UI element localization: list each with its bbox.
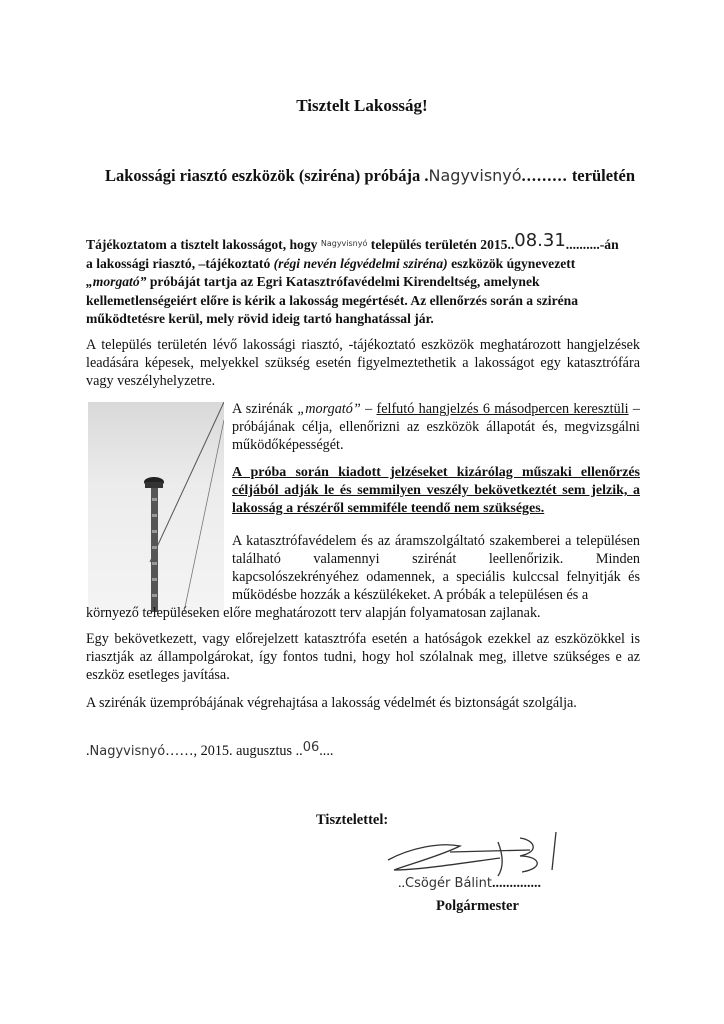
purpose-text-b: – próbájának célja, ellenőrizni az eszközök állapotát és, megvizsgálni működőképességét. (232, 401, 640, 453)
paragraph-purpose (232, 400, 640, 454)
title-prefix: Lakossági riasztó eszközök (sziréna) próbája (104, 166, 421, 185)
page-heading: Tisztelt Lakosság! (296, 96, 428, 115)
intro-line3-b: próbáját tartja az Egri Katasztrófavédelmi Kirendeltség, amelynek (149, 274, 540, 289)
paragraph-safety: A szirénák üzempróbájának végrehajtása a lakosság védelmét és biztonságát szolgálja. (86, 695, 577, 711)
signer-name-handwritten: Csögér Bálint (405, 876, 492, 891)
intro-text-2: település területén 2015. (370, 237, 511, 252)
dateline-dots-b: …… (165, 743, 194, 759)
signer-title: Polgármester (436, 898, 519, 914)
intro-line-5: működtetésre kerül, mely rövid ideig tartó hanghatással jár. (86, 311, 434, 326)
dateline-dots-a: . (86, 743, 90, 759)
dateline (86, 740, 333, 760)
title-suffix: területén (571, 166, 636, 185)
intro-date-dots-a: . (510, 237, 515, 252)
signer-name-line (398, 876, 541, 892)
intro-text-1: Tájékoztatom a tisztelt lakosságot, hogy (86, 237, 318, 252)
intro-place-handwritten: Nagyvisnyó (320, 239, 368, 248)
purpose-dash: – (365, 401, 373, 417)
intro-paragraph (86, 232, 640, 329)
intro-line3-italic: „morgató” (86, 274, 147, 289)
signer-dots-b: .............. (491, 876, 541, 891)
dateline-year-month: , 2015. augusztus (193, 743, 293, 759)
paragraph-alert: Egy bekövetkezett, vagy előrejelzett katasztrófa esetén a hatóságok ezekkel az eszközökkel is riasztják az állampolgárokat, így fontos tudni, hogy hol szólalnak meg, illetve szükséges e az eszköz esetleges javítása. (86, 631, 640, 683)
siren-pole-image (88, 402, 224, 612)
document-title (60, 166, 680, 186)
intro-date-dots-b: ..........-án (565, 237, 619, 252)
intro-line-3 (86, 273, 640, 292)
title-place-handwritten: Nagyvisnyó (428, 166, 522, 185)
paragraph-inspection: A katasztrófavédelem és az áramszolgáltató szakemberei a településen található valamennyi szirénát leellenőrizik. Minden kapcsolószekrényéhez odamennek, a speciális kulccsal felnyitják és működésbe hozzák a készülékeket. A próbák a településen és a (232, 533, 640, 603)
handwritten-signature (380, 830, 580, 880)
dateline-dots-d: .... (319, 743, 334, 759)
purpose-italic: „morgató” (297, 401, 361, 417)
title-dots-before: . (424, 166, 429, 185)
intro-line-4: kellemetlenségeiért előre is kérik a lakosság megértését. Az ellenőrzés során a sziréna (86, 292, 579, 308)
closing: Tisztelettel: (316, 812, 389, 828)
intro-line-1 (86, 232, 640, 255)
intro-date-handwritten: 08.31 (514, 230, 566, 251)
intro-line2-italic: (régi nevén légvédelmi sziréna) (273, 255, 448, 271)
dateline-dots-c: .. (295, 743, 303, 759)
purpose-underlined: felfutó hangjelzés 6 másodpercen keresztüli (376, 401, 629, 417)
siren-photo (88, 402, 224, 612)
paragraph-capabilities: A település területén lévő lakossági riasztó, -tájékoztató eszközök meghatározott hangjelzések leadására képesek, melyekkel szükség esetén figyelmeztethetik a lakosságot egy katasztrófára vagy veszélyhelyzetre. (86, 337, 640, 389)
dateline-place-handwritten: Nagyvisnyó (89, 744, 166, 759)
intro-line-2 (86, 255, 640, 274)
title-dots-after: ......... (521, 166, 568, 185)
paragraph-no-danger: A próba során kiadott jelzéseket kizárólag műszaki ellenőrzés céljából adják le és semmilyen veszély bekövetkeztét sem jelzik, a lakosság a részéről semmiféle teendő nem szükséges. (232, 465, 640, 516)
purpose-text-a: A szirénák (232, 401, 294, 417)
intro-line2-a: a lakossági riasztó, –tájékoztató (86, 255, 271, 271)
dateline-day-handwritten: 06 (302, 740, 320, 755)
intro-line2-b: eszközök úgynevezett (451, 255, 576, 271)
signer-dots-a: .. (398, 876, 405, 891)
paragraph-inspection-continued: környező településeken előre meghatározott terv alapján folyamatosan zajlanak. (86, 605, 541, 621)
